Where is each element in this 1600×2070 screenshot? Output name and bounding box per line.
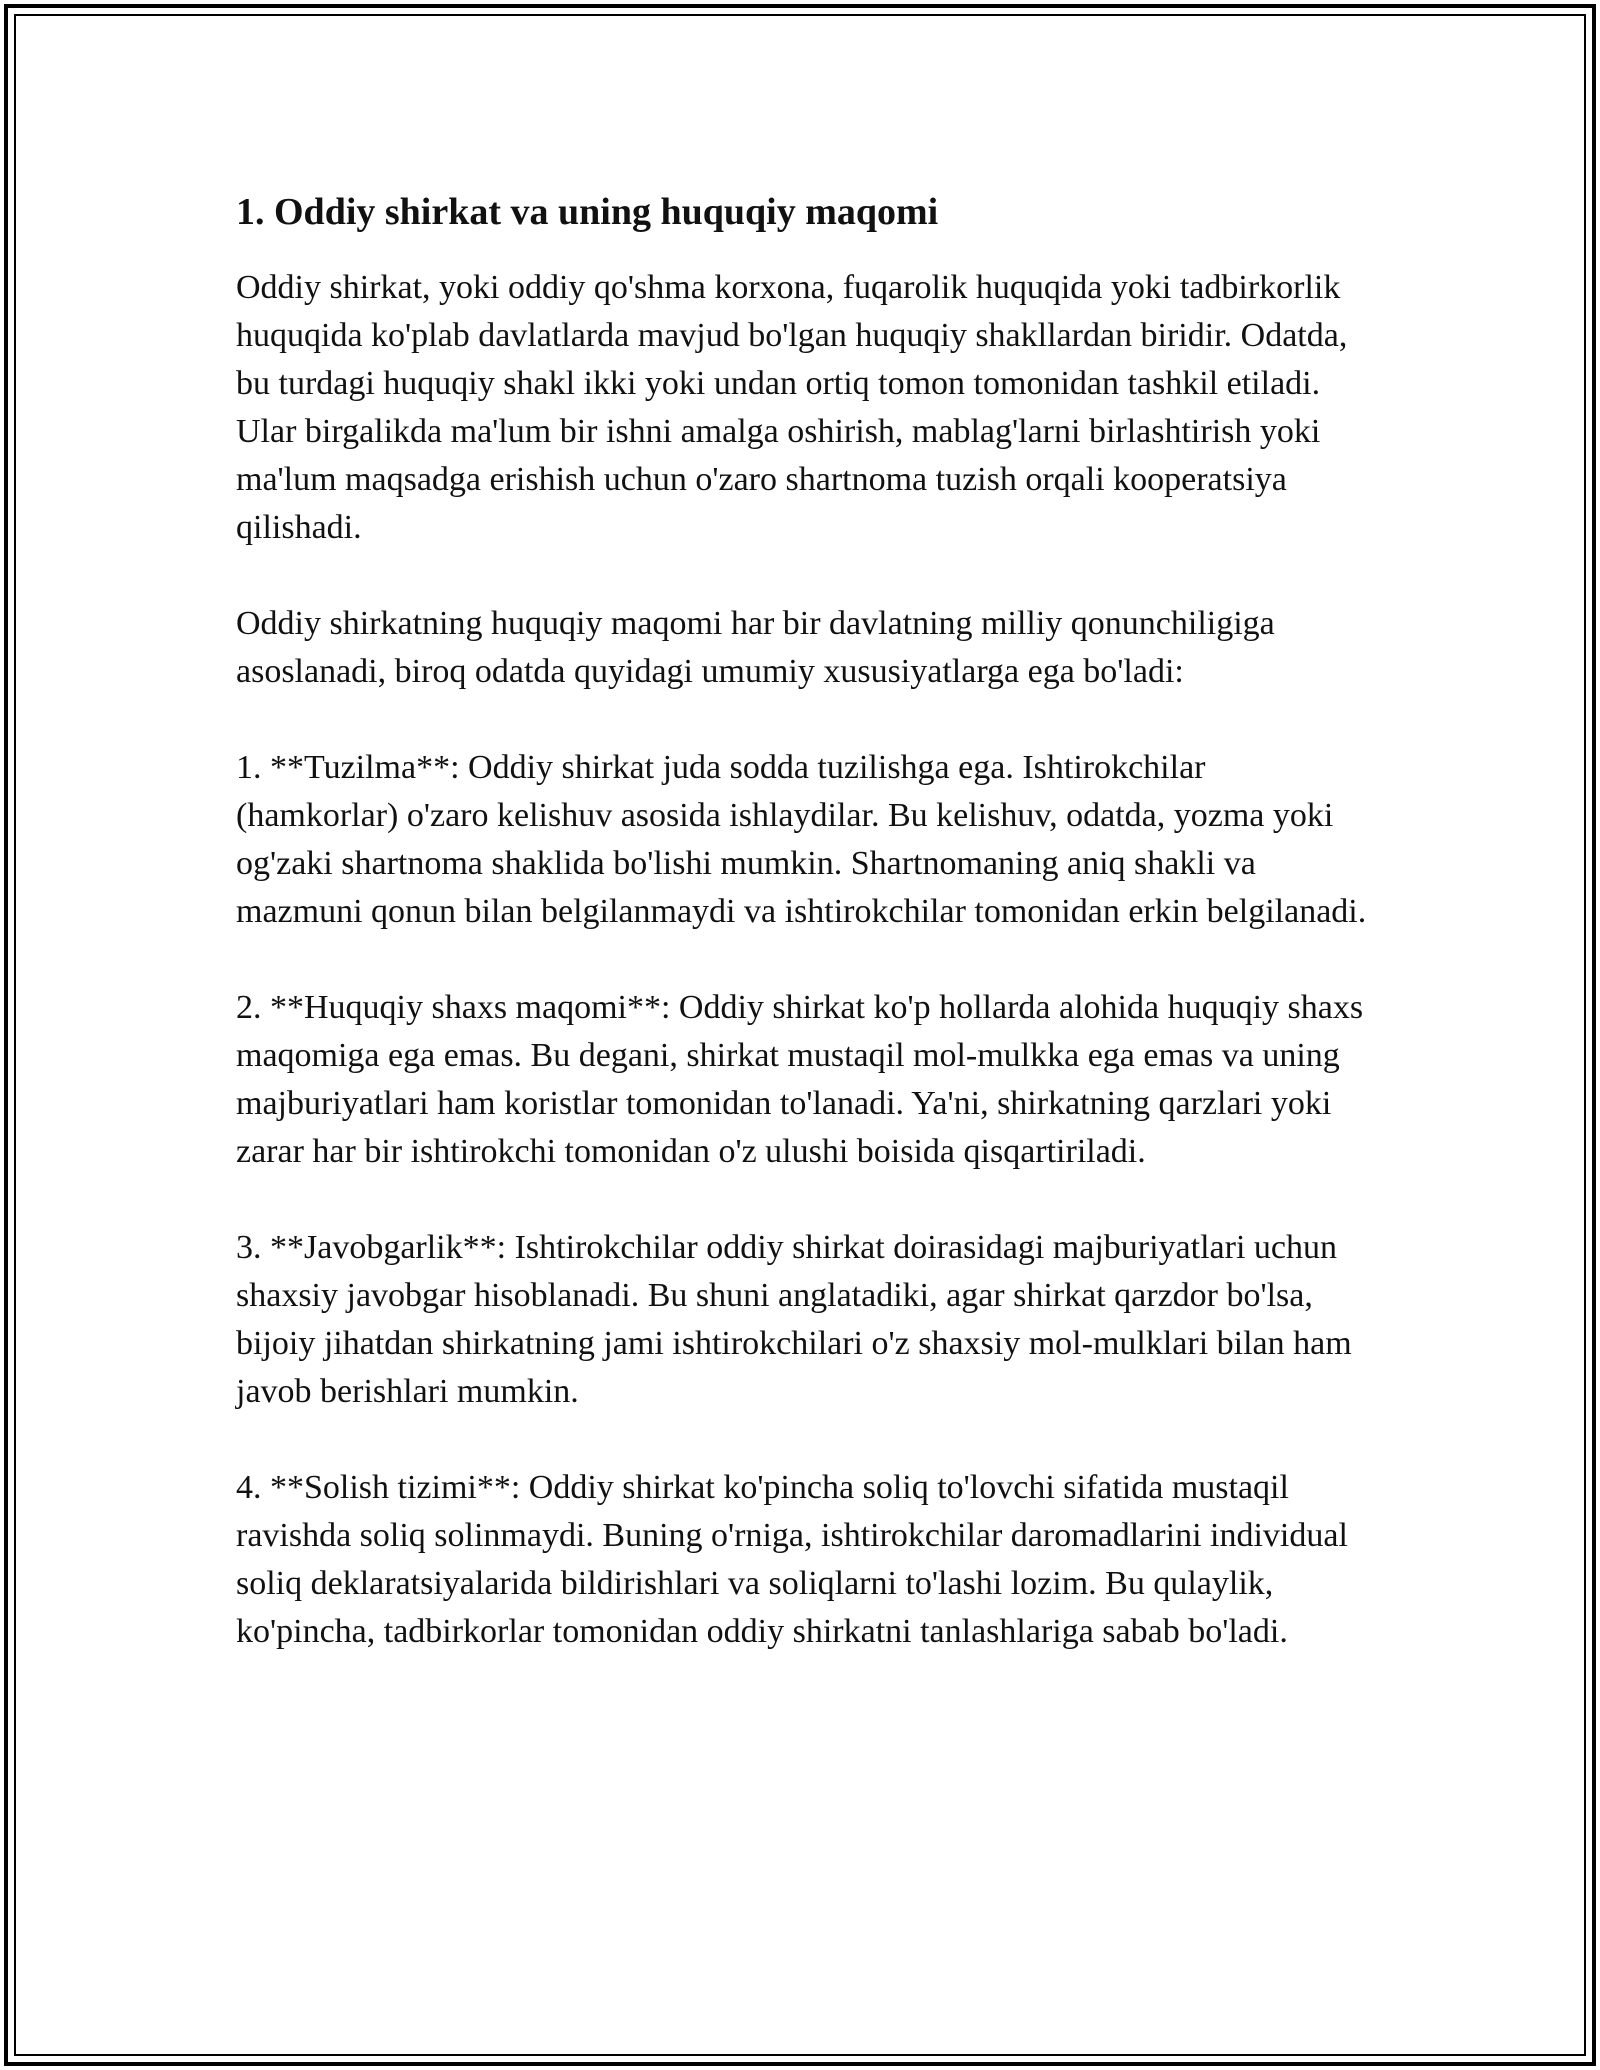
tax-system-paragraph: 4. **Solish tizimi**: Oddiy shirkat ko'pincha soliq to'lovchi sifatida mustaqil ravishda soliq solinmaydi. Buning o'rniga, ishtirokchilar daromadlarini individual soliq deklaratsiyalarida bildirishlari va soliqlarni to'lashi lozim. Bu qulaylik, ko'pincha, tadbirkorlar tomonidan oddiy shirkatni tanlashlariga sabab bo'ladi.: [236, 1469, 1348, 1650]
legal-entity-status-paragraph: 2. **Huquqiy shaxs maqomi**: Oddiy shirkat ko'p hollarda alohida huquqiy shaxs maqomiga ega emas. Bu degani, shirkat mustaqil mol-mulkka ega emas va uning majburiyatlari ham koristlar tomonidan to'lanadi. Ya'ni, shirkatning qarzlari yoki zarar har bir ishtirokchi tomonidan o'z ulushi boisida qisqartiriladi.: [236, 989, 1364, 1170]
document-title: 1. Oddiy shirkat va uning huquqiy maqomi: [236, 191, 939, 233]
intro-paragraph: Oddiy shirkat, yoki oddiy qo'shma korxona, fuqarolik huquqida yoki tadbirkorlik huquqida ko'plab davlatlarda mavjud bo'lgan huquqiy shakllardan biridir. Odatda, bu turdagi huquqiy shakl ikki yoki undan ortiq tomon tomonidan tashkil etiladi. Ular birgalikda ma'lum bir ishni amalga oshirish, mablag'larni birlashtirish yoki ma'lum maqsadga erishish uchun o'zaro shartnoma tuzish orqali kooperatsiya qilishadi.: [236, 269, 1348, 546]
structure-paragraph: 1. **Tuzilma**: Oddiy shirkat juda sodda tuzilishga ega. Ishtirokchilar (hamkorlar) o'zaro kelishuv asosida ishlaydilar. Bu kelishuv, odatda, yozma yoki og'zaki shartnoma shaklida bo'lishi mumkin. Shartnomaning aniq shakli va mazmuni qonun bilan belgilanmaydi va ishtirokchilar tomonidan erkin belgilanadi.: [236, 749, 1367, 930]
legal-status-paragraph: Oddiy shirkatning huquqiy maqomi har bir davlatning milliy qonunchiligiga asoslanadi, biroq odatda quyidagi umumiy xususiyatlarga ega bo'ladi:: [236, 605, 1275, 690]
liability-paragraph: 3. **Javobgarlik**: Ishtirokchilar oddiy shirkat doirasidagi majburiyatlari uchun shaxsiy javobgar hisoblanadi. Bu shuni anglatadiki, agar shirkat qarzdor bo'lsa, bijoiy jihatdan shirkatning jami ishtirokchilari o'z shaxsiy mol-mulklari bilan ham javob berishlari mumkin.: [236, 1229, 1352, 1410]
document-body: [236, 186, 1376, 1704]
